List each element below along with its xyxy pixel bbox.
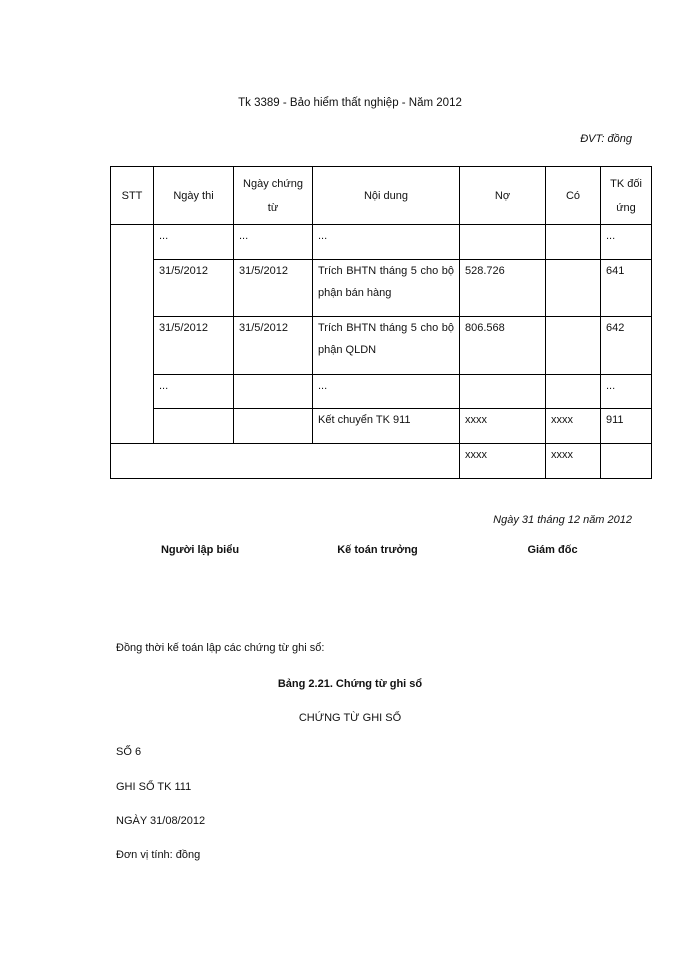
cell-ngay-chung-tu: ... (234, 225, 313, 260)
cell-ngay-chung-tu (234, 409, 313, 444)
cell-no: xxxx (460, 409, 546, 444)
intro-text: Đồng thời kế toán lập các chứng từ ghi sổ: (116, 642, 325, 654)
table-row (111, 225, 652, 260)
cell-tk: ... (601, 375, 652, 409)
currency-unit: ĐVT: đồng (580, 133, 632, 145)
header-co: Có (546, 167, 601, 225)
total-tk (601, 444, 652, 479)
cell-no (460, 225, 546, 260)
table-row (111, 317, 652, 375)
table-caption: Bảng 2.21. Chứng từ ghi sổ (277, 678, 423, 690)
cell-noi-dung: ... (313, 225, 460, 260)
table-header-row (111, 167, 652, 225)
cell-noi-dung: Trích BHTN tháng 5 cho bộ phận bán hàng (313, 260, 460, 317)
signature-director: Giám đốc (527, 544, 578, 556)
cell-no: 528.726 (460, 260, 546, 317)
cell-tk: ... (601, 225, 652, 260)
cell-ngay-chung-tu: 31/5/2012 (234, 260, 313, 317)
signature-chief-accountant: Kế toán trưởng (337, 544, 418, 556)
header-stt: STT (111, 167, 154, 225)
cell-ngay-thi (154, 409, 234, 444)
cell-ngay-thi: ... (154, 375, 234, 409)
cell-tk: 641 (601, 260, 652, 317)
header-noi-dung: Nội dung (313, 167, 460, 225)
cell-co (546, 225, 601, 260)
ledger-title: Tk 3389 - Bảo hiểm thất nghiệp - Năm 2012 (238, 97, 462, 109)
cell-tk: 911 (601, 409, 652, 444)
header-no: Nợ (460, 167, 546, 225)
table-row (111, 260, 652, 317)
voucher-date: NGÀY 31/08/2012 (116, 815, 206, 827)
total-co: xxxx (546, 444, 601, 479)
cell-co (546, 375, 601, 409)
voucher-number: SỐ 6 (116, 746, 142, 758)
table-row (111, 409, 652, 444)
cell-ngay-thi: 31/5/2012 (154, 260, 234, 317)
cell-ngay-chung-tu: 31/5/2012 (234, 317, 313, 375)
cell-no (460, 375, 546, 409)
cell-noi-dung: Kết chuyển TK 911 (313, 409, 460, 444)
signature-preparer: Người lập biểu (160, 544, 240, 556)
cell-ngay-thi: ... (154, 225, 234, 260)
total-no: xxxx (460, 444, 546, 479)
voucher-title: CHỨNG TỪ GHI SỔ (298, 712, 402, 724)
cell-noi-dung: Trích BHTN tháng 5 cho bộ phận QLDN (313, 317, 460, 375)
cell-co (546, 317, 601, 375)
cell-tk: 642 (601, 317, 652, 375)
table-total-row (111, 444, 652, 479)
cell-ngay-thi: 31/5/2012 (154, 317, 234, 375)
header-ngay-thi: Ngày thi (154, 167, 234, 225)
header-tk-doi-ung: TK đối ứng (601, 167, 652, 225)
table-row (111, 375, 652, 409)
stt-cell (111, 225, 154, 444)
ledger-table (110, 166, 652, 479)
cell-noi-dung: ... (313, 375, 460, 409)
cell-co: xxxx (546, 409, 601, 444)
voucher-unit: Đơn vị tính: đồng (116, 849, 201, 861)
cell-ngay-chung-tu (234, 375, 313, 409)
total-label-cell (111, 444, 460, 479)
date-line: Ngày 31 tháng 12 năm 2012 (493, 514, 632, 526)
voucher-account: GHI SỔ TK 111 (116, 781, 192, 793)
header-ngay-chung-tu: Ngày chứng từ (234, 167, 313, 225)
cell-co (546, 260, 601, 317)
cell-no: 806.568 (460, 317, 546, 375)
